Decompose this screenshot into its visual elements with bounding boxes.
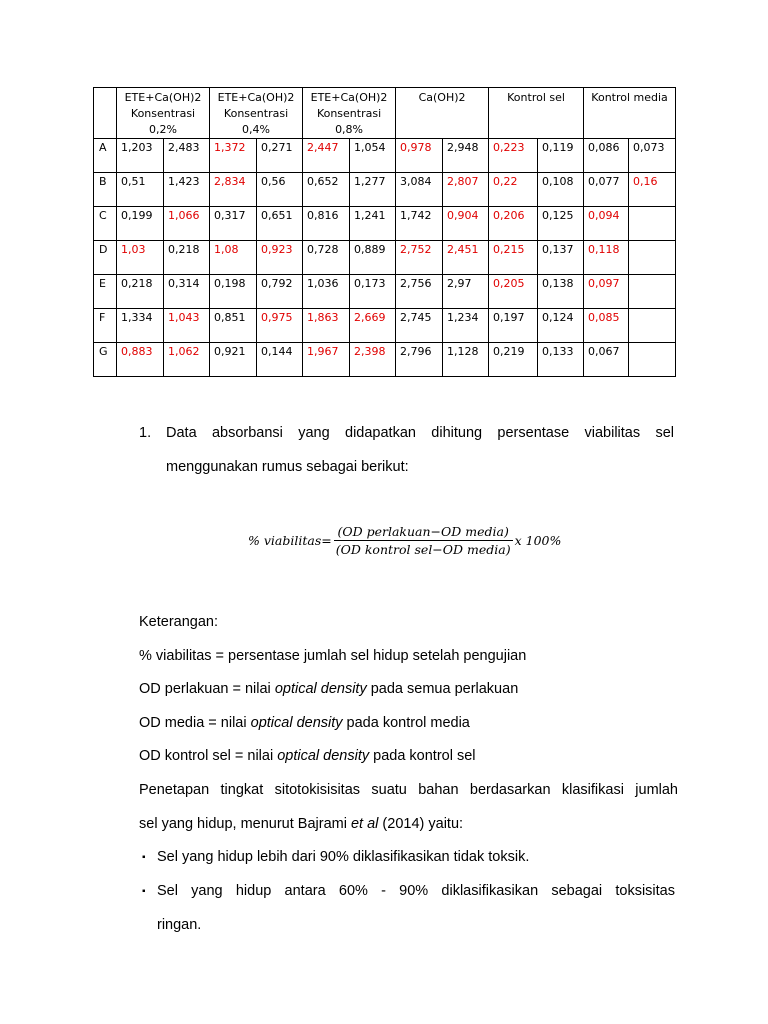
header-cell: ETE+Ca(OH)2 Konsentrasi 0,4%	[210, 88, 303, 139]
table-cell: 0,56	[257, 173, 303, 207]
header-cell: ETE+Ca(OH)2 Konsentrasi 0,8%	[303, 88, 396, 139]
formula-numerator: (OD perlakuan−OD media)	[337, 524, 509, 539]
header-cell	[94, 88, 117, 139]
table-cell: 2,752	[396, 241, 443, 275]
table-cell: 2,834	[210, 173, 257, 207]
table-cell: 2,807	[443, 173, 489, 207]
formula-fraction	[334, 524, 513, 557]
table-row	[94, 275, 676, 309]
table-cell: 0,206	[489, 207, 538, 241]
table-cell: 0,317	[210, 207, 257, 241]
table-cell: 2,451	[443, 241, 489, 275]
table-cell: 0,197	[489, 309, 538, 343]
table-cell: 0,923	[257, 241, 303, 275]
table-row	[94, 309, 676, 343]
table-cell: 0,728	[303, 241, 350, 275]
table-cell: 0,118	[584, 241, 629, 275]
table-cell: 3,084	[396, 173, 443, 207]
table-cell: 0,51	[117, 173, 164, 207]
table-row	[94, 139, 676, 173]
table-cell	[629, 343, 676, 377]
formula-lhs: % viabilitas=	[248, 533, 332, 548]
table-cell: 0,921	[210, 343, 257, 377]
table-cell: 0,975	[257, 309, 303, 343]
header-cell: Kontrol media	[584, 88, 676, 139]
table-cell: 0,073	[629, 139, 676, 173]
table-cell: 2,398	[350, 343, 396, 377]
row-label: G	[94, 343, 117, 377]
table-cell: 0,904	[443, 207, 489, 241]
bullet-item-text: Sel yang hidup antara 60% - 90% diklasifikasikan sebagai toksisitas	[157, 883, 675, 899]
table-cell: 0,085	[584, 309, 629, 343]
table-cell: 0,133	[538, 343, 584, 377]
table-header-row	[94, 88, 676, 139]
table-row	[94, 241, 676, 275]
table-cell: 2,447	[303, 139, 350, 173]
table-cell: 2,756	[396, 275, 443, 309]
table-cell: 1,372	[210, 139, 257, 173]
row-label: A	[94, 139, 117, 173]
table-cell: 0,067	[584, 343, 629, 377]
list-item-text: menggunakan rumus sebagai berikut:	[166, 459, 409, 475]
table-cell: 0,219	[489, 343, 538, 377]
bullet-icon: ▪	[142, 886, 146, 897]
table-cell: 0,792	[257, 275, 303, 309]
table-cell: 0,077	[584, 173, 629, 207]
table-cell: 0,199	[117, 207, 164, 241]
table-cell: 0,978	[396, 139, 443, 173]
bullet-item-text: ringan.	[157, 917, 202, 933]
table-cell: 1,423	[164, 173, 210, 207]
table-cell: 1,334	[117, 309, 164, 343]
table-cell: 0,124	[538, 309, 584, 343]
table-cell: 0,138	[538, 275, 584, 309]
table-row	[94, 173, 676, 207]
table-cell: 2,745	[396, 309, 443, 343]
table-cell: 0,086	[584, 139, 629, 173]
table-cell: 2,669	[350, 309, 396, 343]
list-item-text: Data absorbansi yang didapatkan dihitung persentase viabilitas sel	[166, 425, 674, 441]
table-cell: 2,97	[443, 275, 489, 309]
table-cell: 1,742	[396, 207, 443, 241]
table-cell: 0,125	[538, 207, 584, 241]
list-number: 1.	[139, 425, 152, 441]
header-cell: Ca(OH)2	[396, 88, 489, 139]
table-cell: 1,241	[350, 207, 396, 241]
table-cell: 0,094	[584, 207, 629, 241]
table-cell: 0,215	[489, 241, 538, 275]
formula-denominator: (OD kontrol sel−OD media)	[335, 542, 511, 557]
table-cell: 0,097	[584, 275, 629, 309]
table-cell: 0,651	[257, 207, 303, 241]
keterangan-line: % viabilitas = persentase jumlah sel hidup setelah pengujian	[139, 648, 527, 664]
keterangan-line: OD kontrol sel = nilai optical density pada kontrol sel	[139, 748, 476, 764]
paragraph-line: Penetapan tingkat sitotokisisitas suatu bahan berdasarkan klasifikasi jumlah	[139, 782, 678, 798]
table-cell: 0,173	[350, 275, 396, 309]
table-cell: 0,851	[210, 309, 257, 343]
keterangan-heading: Keterangan:	[139, 614, 219, 630]
table-row	[94, 343, 676, 377]
table-cell: 1,043	[164, 309, 210, 343]
table-cell	[629, 207, 676, 241]
table-cell: 1,863	[303, 309, 350, 343]
table-cell: 0,205	[489, 275, 538, 309]
bullet-item-text: Sel yang hidup lebih dari 90% diklasifikasikan tidak toksik.	[157, 849, 530, 865]
table-cell: 1,066	[164, 207, 210, 241]
table-cell	[629, 241, 676, 275]
absorbance-table	[93, 87, 676, 377]
table-cell: 1,967	[303, 343, 350, 377]
row-label: D	[94, 241, 117, 275]
formula-suffix: x 100%	[514, 533, 562, 548]
table-cell: 0,119	[538, 139, 584, 173]
table-cell: 0,218	[117, 275, 164, 309]
table-cell: 0,889	[350, 241, 396, 275]
table-cell: 1,277	[350, 173, 396, 207]
row-label: B	[94, 173, 117, 207]
table-cell: 1,062	[164, 343, 210, 377]
table-cell: 1,03	[117, 241, 164, 275]
table-cell: 0,108	[538, 173, 584, 207]
paragraph-line: sel yang hidup, menurut Bajrami et al (2014) yaitu:	[139, 816, 464, 832]
table-cell: 0,652	[303, 173, 350, 207]
table-cell: 1,234	[443, 309, 489, 343]
table-cell: 0,218	[164, 241, 210, 275]
table-cell: 1,036	[303, 275, 350, 309]
table-cell: 0,223	[489, 139, 538, 173]
row-label: E	[94, 275, 117, 309]
table-cell: 2,948	[443, 139, 489, 173]
row-label: C	[94, 207, 117, 241]
keterangan-line: OD perlakuan = nilai optical density pada semua perlakuan	[139, 681, 519, 697]
table-cell: 0,883	[117, 343, 164, 377]
table-cell: 2,796	[396, 343, 443, 377]
table-cell: 0,198	[210, 275, 257, 309]
table-cell: 0,314	[164, 275, 210, 309]
table-cell: 1,128	[443, 343, 489, 377]
table-cell: 0,144	[257, 343, 303, 377]
table-cell: 1,08	[210, 241, 257, 275]
row-label: F	[94, 309, 117, 343]
viability-formula	[248, 524, 561, 557]
table-cell: 0,16	[629, 173, 676, 207]
table-cell: 2,483	[164, 139, 210, 173]
bullet-icon: ▪	[142, 852, 146, 863]
keterangan-line: OD media = nilai optical density pada kontrol media	[139, 715, 470, 731]
table-cell: 1,054	[350, 139, 396, 173]
table-cell: 0,271	[257, 139, 303, 173]
table-cell: 1,203	[117, 139, 164, 173]
header-cell: Kontrol sel	[489, 88, 584, 139]
header-cell: ETE+Ca(OH)2 Konsentrasi 0,2%	[117, 88, 210, 139]
table-cell: 0,22	[489, 173, 538, 207]
table-cell	[629, 275, 676, 309]
table-cell: 0,816	[303, 207, 350, 241]
table-row	[94, 207, 676, 241]
table-cell	[629, 309, 676, 343]
table-cell: 0,137	[538, 241, 584, 275]
